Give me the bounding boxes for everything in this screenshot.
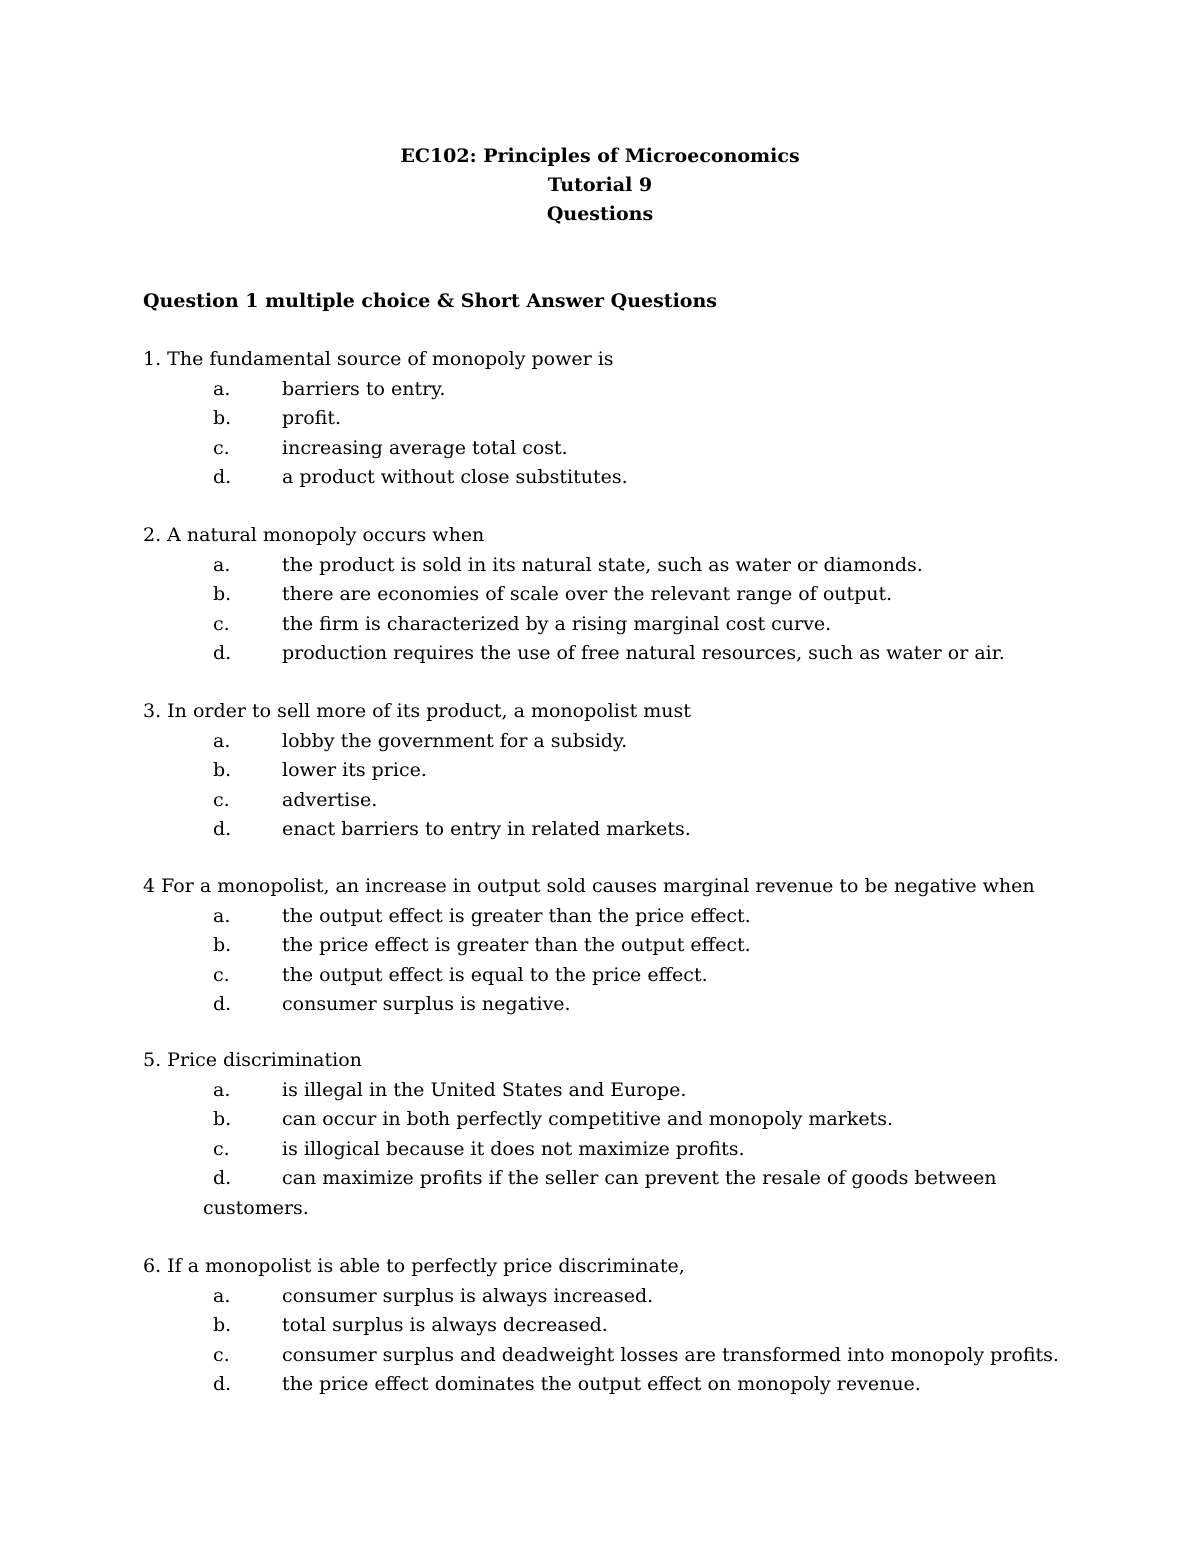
option-text: can maximize profits if the seller can prevent the resale of goods between (282, 1167, 997, 1189)
option-text: production requires the use of free natural resources, such as water or air. (282, 642, 1005, 664)
option-d (143, 1370, 1073, 1400)
document-subtitle: Questions (546, 203, 654, 225)
option-text: total surplus is always decreased. (282, 1314, 608, 1336)
option-letter: c. (213, 788, 230, 811)
question-stem: 2. A natural monopoly occurs when (143, 524, 485, 546)
option-text: the product is sold in its natural state, such as water or diamonds. (282, 553, 923, 576)
option-letter: c. (213, 1343, 230, 1366)
option-c (143, 434, 1073, 464)
option-letter: a. (213, 1078, 231, 1101)
option-letter: d. (213, 1167, 232, 1189)
option-letter: b. (213, 1314, 232, 1336)
option-text: consumer surplus and deadweight losses are transformed into monopoly profits. (282, 1343, 1059, 1366)
option-text: the firm is characterized by a rising marginal cost curve. (282, 612, 832, 635)
option-d (143, 990, 1073, 1020)
option-letter: d. (213, 993, 232, 1015)
option-a (143, 1076, 1073, 1106)
option-text: is illegal in the United States and Europe. (282, 1078, 687, 1101)
option-a (143, 902, 1073, 932)
option-text: enact barriers to entry in related markets. (282, 818, 691, 840)
option-letter: b. (213, 934, 232, 956)
option-text: increasing average total cost. (282, 436, 568, 459)
option-d (143, 639, 1073, 669)
option-letter: c. (213, 436, 230, 459)
option-b (143, 931, 1073, 961)
option-text: consumer surplus is negative. (282, 993, 571, 1015)
option-d (143, 463, 1073, 493)
option-letter: d. (213, 642, 232, 664)
option-text: the output effect is greater than the price effect. (282, 904, 751, 927)
course-title: EC102: Principles of Microeconomics (400, 145, 800, 167)
question-1 (143, 345, 1073, 493)
tutorial-number: Tutorial 9 (547, 174, 653, 196)
question-3 (143, 697, 1073, 845)
option-text: the price effect is greater than the output effect. (282, 934, 751, 956)
document-header (0, 142, 1200, 229)
option-letter: b. (213, 759, 232, 781)
question-5 (143, 1046, 1073, 1223)
option-letter: d. (213, 818, 232, 840)
option-d (143, 815, 1073, 845)
option-c (143, 786, 1073, 816)
option-letter: a. (213, 553, 231, 576)
option-b (143, 756, 1073, 786)
question-stem: 6. If a monopolist is able to perfectly price discriminate, (143, 1255, 685, 1277)
option-text-continuation: customers. (203, 1196, 309, 1219)
option-a (143, 1282, 1073, 1312)
option-a (143, 727, 1073, 757)
option-a (143, 375, 1073, 405)
option-text: the output effect is equal to the price effect. (282, 963, 708, 986)
option-text: lobby the government for a subsidy. (282, 729, 628, 752)
option-b (143, 1311, 1073, 1341)
option-b (143, 580, 1073, 610)
option-text: is illogical because it does not maximize profits. (282, 1137, 745, 1160)
option-b (143, 404, 1073, 434)
option-c (143, 1135, 1073, 1165)
option-b (143, 1105, 1073, 1135)
option-text: advertise. (282, 788, 378, 811)
option-letter: a. (213, 904, 231, 927)
option-letter: a. (213, 377, 231, 400)
option-text: can occur in both perfectly competitive and monopoly markets. (282, 1108, 893, 1130)
section-title: Question 1 multiple choice & Short Answer Questions (143, 290, 717, 312)
option-letter: a. (213, 729, 231, 752)
option-c (143, 961, 1073, 991)
option-letter: d. (213, 466, 232, 488)
option-text: the price effect dominates the output effect on monopoly revenue. (282, 1373, 921, 1395)
question-2 (143, 521, 1073, 669)
option-text: a product without close substitutes. (282, 466, 628, 488)
option-text: profit. (282, 407, 342, 429)
option-letter: c. (213, 963, 230, 986)
option-letter: a. (213, 1284, 231, 1307)
option-text: barriers to entry. (282, 377, 446, 400)
option-text: there are economies of scale over the relevant range of output. (282, 583, 893, 605)
option-c (143, 610, 1073, 640)
question-stem: 3. In order to sell more of its product, a monopolist must (143, 700, 691, 722)
option-letter: b. (213, 407, 232, 429)
question-4 (143, 872, 1073, 1020)
option-text: lower its price. (282, 759, 427, 781)
option-d (143, 1164, 1073, 1223)
option-letter: c. (213, 1137, 230, 1160)
option-letter: b. (213, 1108, 232, 1130)
question-stem: 4 For a monopolist, an increase in output sold causes marginal revenue to be negative when (143, 875, 1035, 897)
option-text: consumer surplus is always increased. (282, 1284, 654, 1307)
option-c (143, 1341, 1073, 1371)
option-a (143, 551, 1073, 581)
option-letter: d. (213, 1373, 232, 1395)
question-stem: 1. The fundamental source of monopoly power is (143, 348, 614, 370)
option-letter: b. (213, 583, 232, 605)
question-6 (143, 1252, 1073, 1400)
question-stem: 5. Price discrimination (143, 1049, 362, 1071)
option-letter: c. (213, 612, 230, 635)
